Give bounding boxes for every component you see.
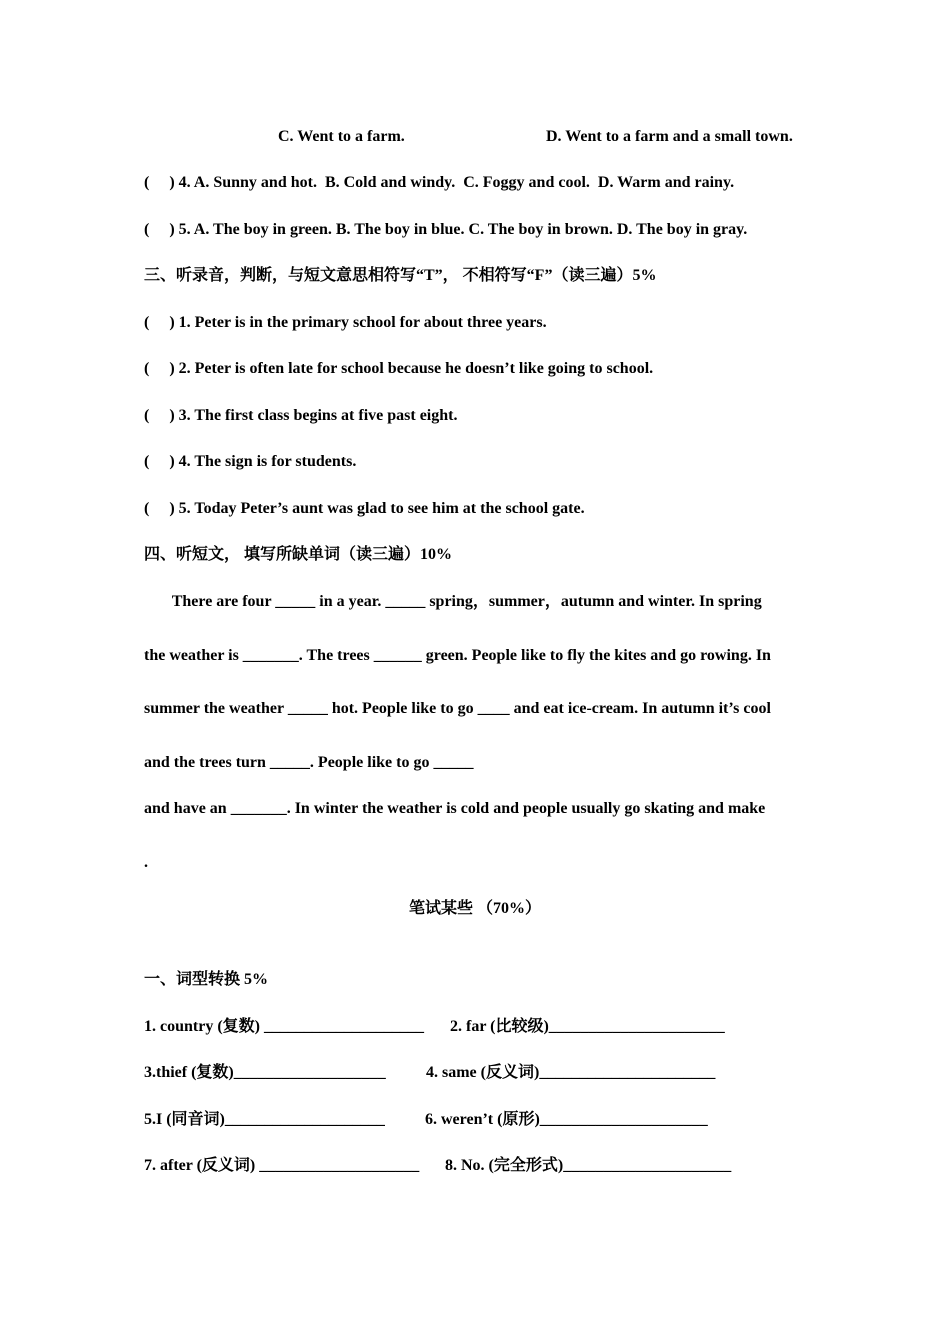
word-form-item-4: 4. same (反义词)______________________ [426, 1064, 716, 1081]
section-3-heading: 三、听录音，判断，与短文意思相符写“T”， 不相符写“F”（读三遍）5% [144, 267, 657, 284]
cloze-line-2: the weather is _______. The trees ______ green. People like to fly the kites and go rowing. In [144, 647, 771, 664]
tf-item-3: ( ) 3. The first class begins at five past eight. [144, 407, 458, 424]
cloze-line-3: summer the weather _____ hot. People like to go ____ and eat ice-cream. In autumn it’s cool [144, 700, 771, 717]
cloze-line-5: and have an _______. In winter the weather is cold and people usually go skating and make [144, 800, 766, 817]
tf-item-4: ( ) 4. The sign is for students. [144, 453, 357, 470]
tf-item-2: ( ) 2. Peter is often late for school because he doesn’t like going to school. [144, 360, 654, 377]
written-part-title: 笔试某些 （70%） [408, 900, 541, 917]
listening-question-5: ( ) 5. A. The boy in green. B. The boy in blue. C. The boy in brown. D. The boy in gray. [144, 221, 748, 238]
written-section-1-heading: 一、词型转换 5% [144, 971, 269, 988]
word-form-item-3: 3.thief (复数)___________________ [144, 1064, 386, 1081]
tf-item-1: ( ) 1. Peter is in the primary school for about three years. [144, 314, 547, 331]
cloze-line-6: . [144, 854, 148, 871]
tf-item-5: ( ) 5. Today Peter’s aunt was glad to see him at the school gate. [144, 500, 585, 517]
cloze-line-1: There are four _____ in a year. _____ spring，summer，autumn and winter. In spring [144, 593, 762, 610]
word-form-item-8: 8. No. (完全形式)_____________________ [445, 1157, 732, 1174]
word-form-item-2: 2. far (比较级)______________________ [450, 1018, 725, 1035]
word-form-item-5: 5.I (同音词)____________________ [144, 1111, 385, 1128]
q3-option-d: D. Went to a farm and a small town. [546, 128, 793, 145]
q3-option-c: C. Went to a farm. [278, 128, 405, 145]
word-form-item-7: 7. after (反义词) ____________________ [144, 1157, 420, 1174]
word-form-item-6: 6. weren’t (原形)_____________________ [425, 1111, 708, 1128]
section-4-heading: 四、听短文， 填写所缺单词（读三遍）10% [144, 546, 453, 563]
listening-question-4: ( ) 4. A. Sunny and hot. B. Cold and windy. C. Foggy and cool. D. Warm and rainy. [144, 174, 735, 191]
cloze-line-4: and the trees turn _____. People like to go _____ [144, 754, 474, 771]
word-form-item-1: 1. country (复数) ____________________ [144, 1018, 424, 1035]
